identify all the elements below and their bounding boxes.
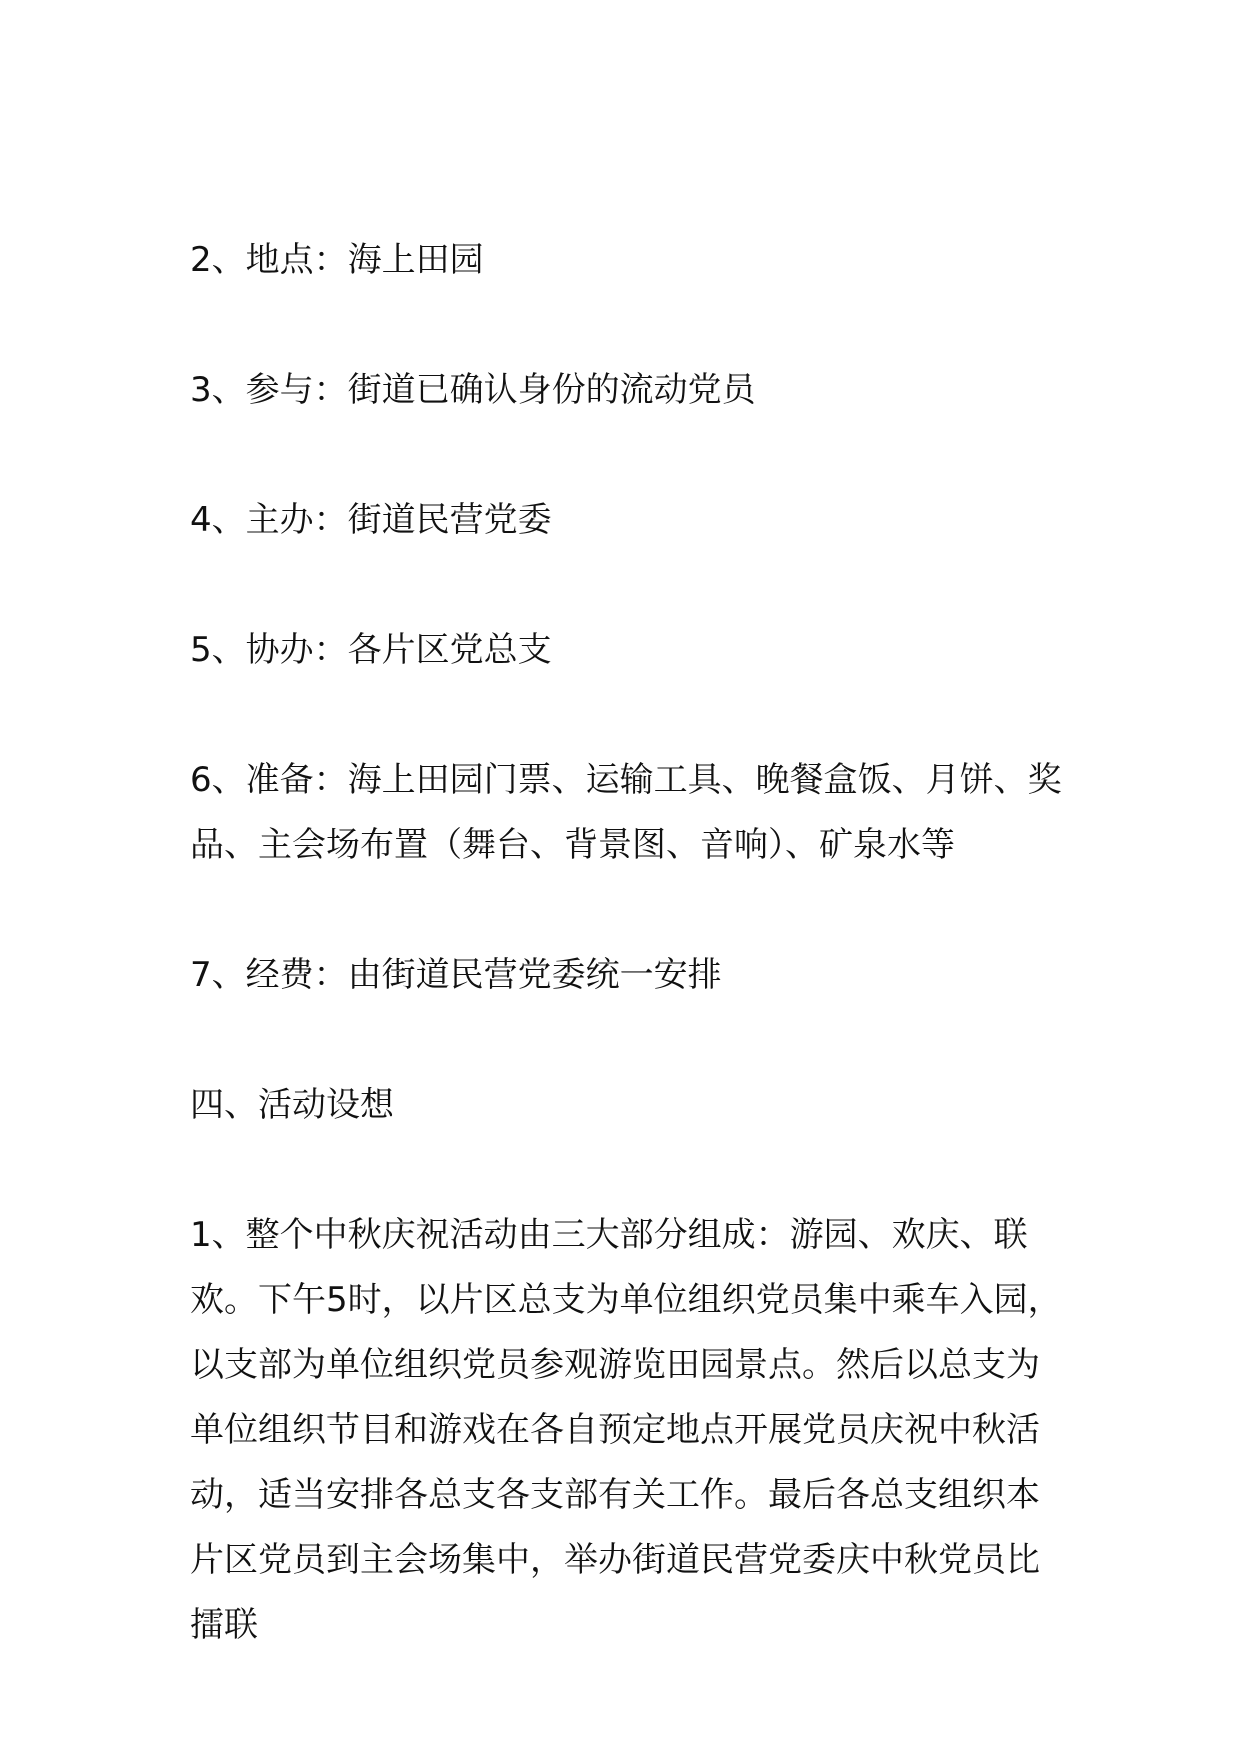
paragraph-activity-description: 1、整个中秋庆祝活动由三大部分组成：游园、欢庆、联欢。下午5时，以片区总支为单位组织党员集中乘车入园，以支部为单位组织党员参观游览田园景点。然后以总支为单位组织节目和游戏在各自预定地点开展党员庆祝中秋活动，适当安排各总支各支部有关工作。最后各总支组织本片区党员到主会场集中，举办街道民营党委庆中秋党员比擂联 bbox=[190, 1215, 1062, 1645]
paragraph-organizer: 4、主办：街道民营党委 bbox=[190, 500, 552, 540]
paragraph-co-organizer: 5、协办：各片区党总支 bbox=[190, 630, 552, 670]
paragraph-participants: 3、参与：街道已确认身份的流动党员 bbox=[190, 370, 756, 410]
paragraph-preparation: 6、准备：海上田园门票、运输工具、晚餐盒饭、月饼、奖品、主会场布置（舞台、背景图、音响）、矿泉水等 bbox=[190, 760, 1062, 865]
paragraph-location: 2、地点：海上田园 bbox=[190, 240, 484, 280]
section-heading-activity-plan: 四、活动设想 bbox=[190, 1085, 394, 1125]
paragraph-funding: 7、经费：由街道民营党委统一安排 bbox=[190, 955, 722, 995]
